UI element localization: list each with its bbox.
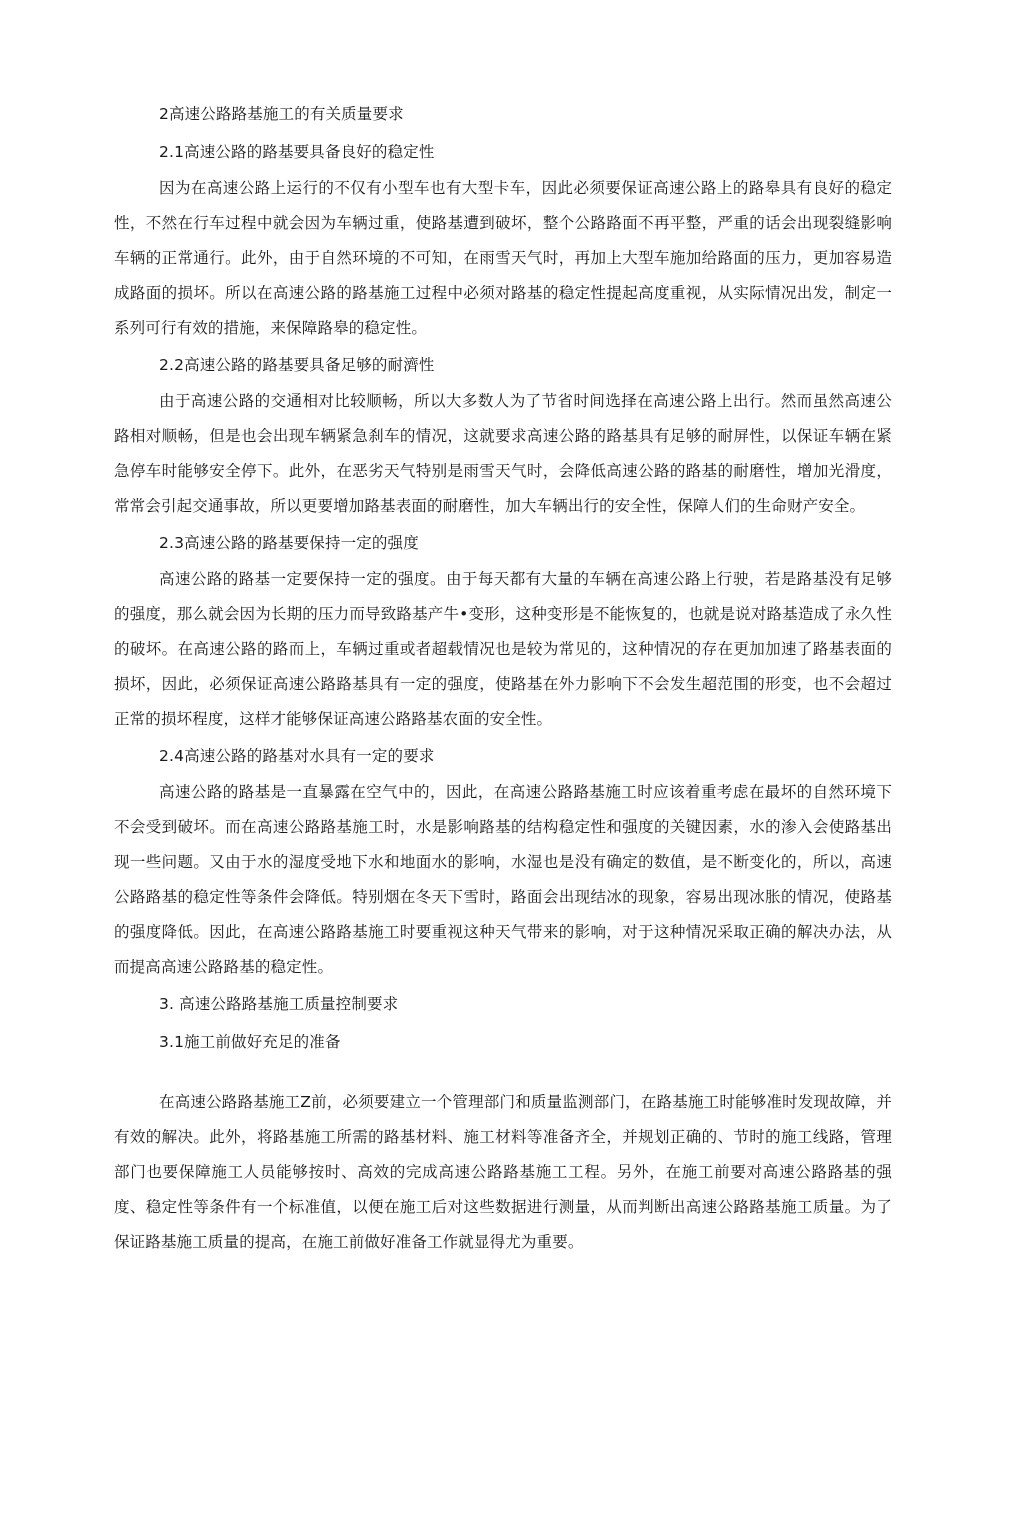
heading-section-3: 3. 高速公路路基施工质量控制要求 bbox=[159, 995, 399, 1013]
paragraph-section-2-3: 高速公路的路基一定要保持一定的强度。由于每天都有大量的车辆在高速公路上行驶，若是路基没有足够的强度，那么就会因为长期的压力而导致路基产牛•变形，这种变形是不能恢复的，也就是说对路基造成了永久性的破坏。在高速公路的路而上，车辆过重或者超载情况也是较为常见的，这种情况的存在更加加速了路基表面的损坏，因此，必须保证高速公路路基具有一定的强度，使路基在外力影响下不会发生超范围的形变，也不会超过正常的损坏程度，这样才能够保证高速公路路基农面的安全性。 bbox=[114, 570, 892, 728]
paragraph-section-2-2: 由于高速公路的交通相对比较顺畅，所以大多数人为了节省时间选择在高速公路上出行。然而虽然高速公路相对顺畅，但是也会出现车辆紧急刹车的情况，这就要求高速公路的路基具有足够的耐屏性，以保证车辆在紧急停车时能够安全停下。此外，在恶劣天气特别是雨雪天气时，会降低高速公路的路基的耐磨性，增加光滑度，常常会引起交通事故，所以更要增加路基表面的耐磨性，加大车辆出行的安全性，保障人们的生命财产安全。 bbox=[114, 392, 892, 515]
heading-section-3-1: 3.1施工前做好充足的准备 bbox=[159, 1033, 341, 1051]
paragraph-section-2-1: 因为在高速公路上运行的不仅有小型车也有大型卡车，因此必须要保证高速公路上的路皋具有良好的稳定性，不然在行车过程中就会因为车辆过重，使路基遭到破坏，整个公路路面不再平整，严重的话会出现裂缝影响车辆的正常通行。此外，由于自然环境的不可知，在雨雪天气时，再加上大型车施加给路面的压力，更加容易造成路面的损坏。所以在高速公路的路基施工过程中必须对路基的稳定性提起高度重视，从实际情况出发，制定一系列可行有效的措施，来保障路皋的稳定性。 bbox=[114, 179, 892, 337]
heading-section-2-4: 2.4高速公路的路基对水具有一定的要求 bbox=[159, 747, 435, 765]
heading-section-2: 2高速公路路基施工的有关质量要求 bbox=[159, 105, 404, 123]
paragraph-section-2-4: 高速公路的路基是一直暴露在空气中的，因此，在高速公路路基施工时应该着重考虑在最坏的自然环境下不会受到破坏。而在高速公路路基施工时，水是影响路基的结构稳定性和强度的关键因素，水的渗入会使路基出现一些问题。又由于水的湿度受地下水和地面水的影响，水湿也是没有确定的数值，是不断变化的，所以，高速公路路基的稳定性等条件会降低。特别烟在冬天下雪时，路面会出现结冰的现象，容易出现冰胀的情况，使路基的强度降低。因此，在高速公路路基施工时要重视这种天气带来的影响，对于这种情况采取正确的解决办法，从而提高高速公路路基的稳定性。 bbox=[114, 783, 892, 976]
paragraph-spacer bbox=[114, 1061, 892, 1085]
paragraph-section-3-1: 在高速公路路基施工Z前，必须要建立一个管理部门和质量监测部门，在路基施工时能够准时发现故障，并有效的解决。此外，将路基施工所需的路基材料、施工材料等准备齐全，并规划正确的、节时的施工线路，管理部门也要保障施工人员能够按时、高效的完成高速公路路基施工工程。另外，在施工前要对高速公路路基的强度、稳定性等条件有一个标准值，以便在施工后对这些数据进行测量，从而判断出高速公路路基施工质量。为了保证路基施工质量的提高，在施工前做好准备工作就显得尤为重要。 bbox=[114, 1093, 892, 1251]
heading-section-2-3: 2.3高速公路的路基要保持一定的强度 bbox=[159, 534, 419, 552]
heading-section-2-2: 2.2高速公路的路基要具备足够的耐濟性 bbox=[159, 356, 435, 374]
document-body bbox=[114, 95, 892, 1260]
heading-section-2-1: 2.1高速公路的路基要具备良好的稳定性 bbox=[159, 143, 435, 161]
